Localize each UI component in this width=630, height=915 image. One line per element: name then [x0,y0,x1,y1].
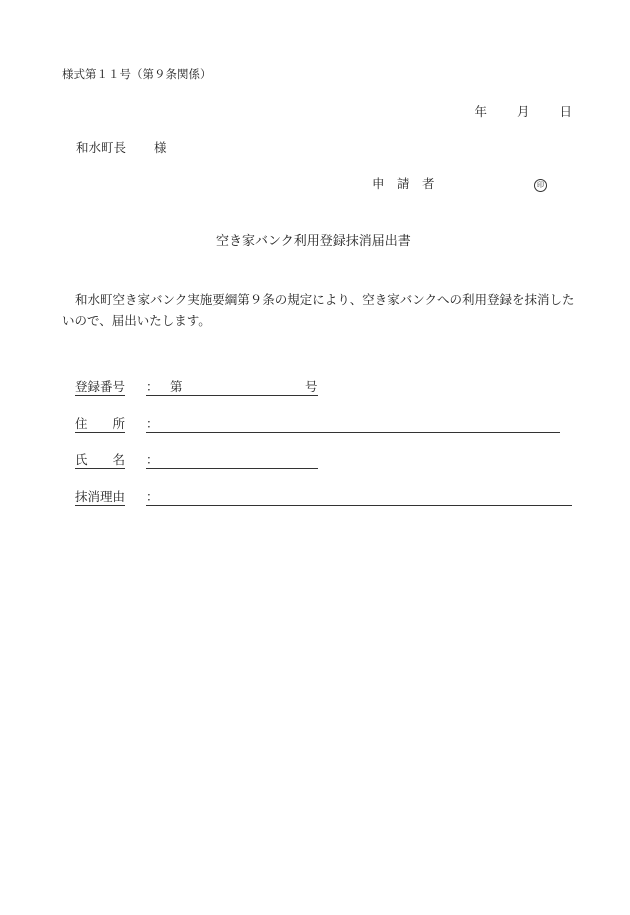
reason-line[interactable] [146,505,572,506]
recipient-honorific: 様 [154,140,167,155]
registration-number-suffix: 号 [305,379,318,394]
name-label: 氏 名 [75,452,126,467]
name-colon: ： [146,452,159,467]
recipient [76,142,167,155]
date-month: 月 [516,104,530,119]
applicant-label: 申 請 者 [372,176,435,191]
registration-number-label: 登録番号 [75,379,126,394]
document-body: 和水町空き家バンク実施要綱第９条の規定により、空き家バンクへの利用登録を抹消したいので、届出いたします。 [62,292,575,328]
name-line[interactable] [146,468,318,469]
form-number: 様式第１１号（第９条関係） [62,67,212,81]
seal-mark: 印 [534,179,547,192]
registration-number-line[interactable] [157,395,318,396]
address-line[interactable] [146,432,560,433]
date-year: 年 [474,104,487,119]
reason-colon: ： [146,489,159,504]
date-day: 日 [559,104,572,119]
address-colon: ： [146,416,159,431]
date-line [474,106,572,119]
registration-number-colon: ： [146,379,159,394]
document-title: 空き家バンク利用登録抹消届出書 [216,234,411,249]
registration-number-prefix: 第 [170,379,183,394]
reason-label: 抹消理由 [75,489,126,504]
address-label: 住 所 [75,416,126,431]
recipient-name: 和水町長 [76,140,127,155]
